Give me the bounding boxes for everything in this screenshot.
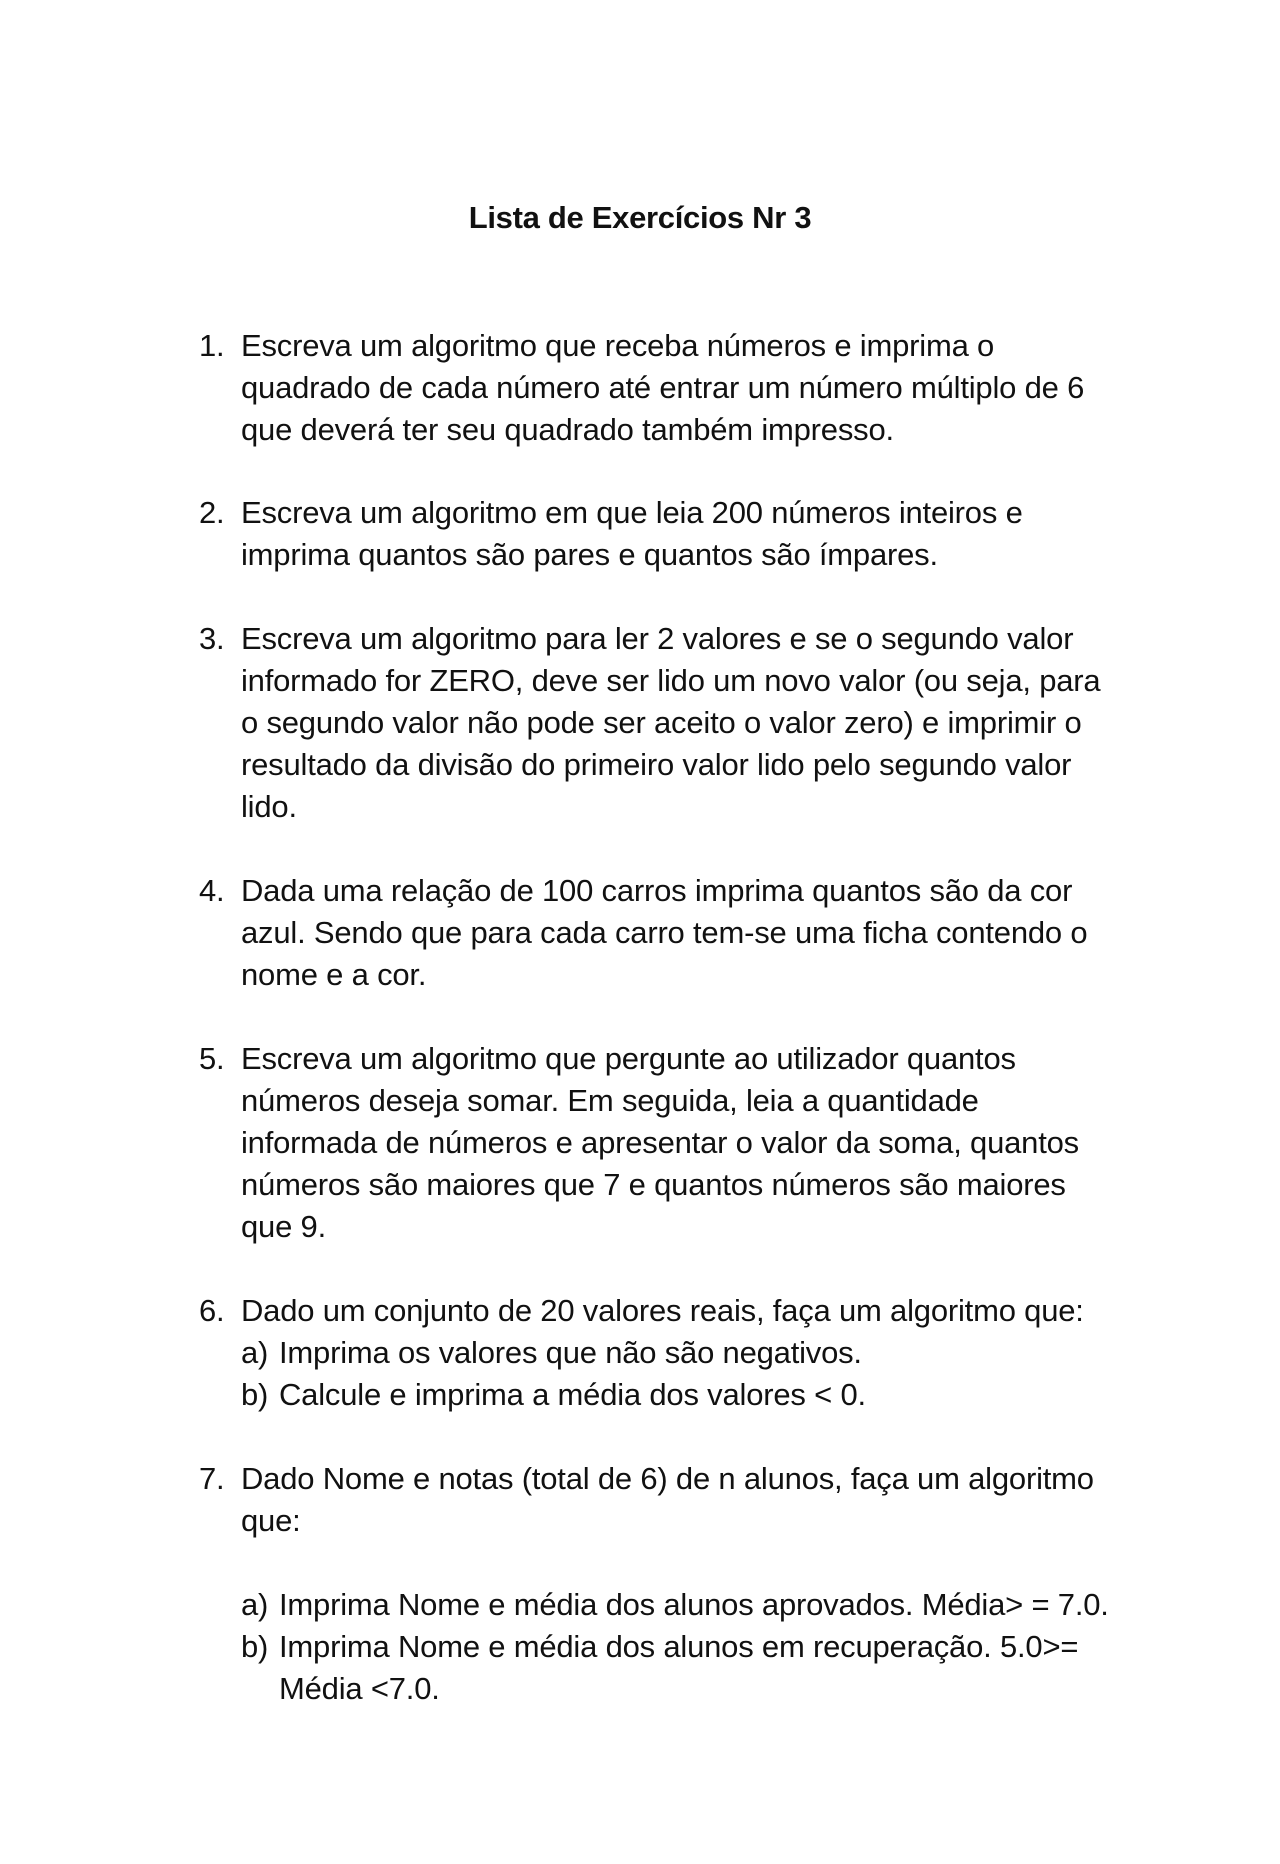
exercise-number: 1. [199,328,225,363]
sub-item-label: a) [241,1587,269,1622]
exercise-3 [199,618,1139,828]
sub-item-b [241,1626,1099,1710]
exercise-text: Dada uma relação de 100 carros imprima quantos são da cor azul. Sendo que para cada carro tem-se uma ficha contendo o nome e a cor. [241,873,1088,992]
exercise-text: Escreva um algoritmo em que leia 200 números inteiros e imprima quantos são pares e quantos são ímpares. [241,495,1023,572]
sub-item-list [241,1332,1131,1416]
sub-item-b [241,1374,1131,1416]
sub-item-text: Calcule e imprima a média dos valores < 0. [279,1377,866,1412]
sub-item-label: a) [241,1335,269,1370]
exercise-number: 2. [199,495,225,530]
exercise-text: Escreva um algoritmo que receba números e imprima o quadrado de cada número até entrar um número múltiplo de 6 que deverá ter seu quadrado também impresso. [241,328,1085,447]
exercise-number: 6. [199,1293,225,1328]
sub-item-text: Imprima Nome e média dos alunos em recuperação. 5.0>= Média <7.0. [279,1629,1079,1706]
exercise-text: Escreva um algoritmo que pergunte ao utilizador quantos números deseja somar. Em seguida, leia a quantidade informada de números e apresentar o valor da soma, quantos números são maiores que 7 e quantos números são maiores que 9. [241,1041,1079,1244]
sub-item-text: Imprima Nome e média dos alunos aprovados. Média> = 7.0. [279,1587,1109,1622]
exercise-number: 3. [199,621,225,656]
sub-item-label: b) [241,1377,269,1412]
exercise-text: Dado um conjunto de 20 valores reais, faça um algoritmo que: [241,1293,1084,1328]
exercise-number: 4. [199,873,225,908]
document-title: Lista de Exercícios Nr 3 [468,200,812,235]
sub-item-a [241,1584,1131,1626]
exercise-7 [199,1458,1139,1710]
exercise-6 [199,1290,1139,1416]
sub-item-list [241,1584,1131,1710]
exercise-2 [199,492,1139,576]
exercise-number: 7. [199,1461,225,1496]
exercise-4 [199,870,1139,996]
sub-item-label: b) [241,1629,269,1664]
exercise-text: Escreva um algoritmo para ler 2 valores e se o segundo valor informado for ZERO, deve ser lido um novo valor (ou seja, para o segundo valor não pode ser aceito o valor zero) e imprimir o resultado da divisão do primeiro valor lido pelo segundo valor lido. [241,621,1101,824]
sub-item-a [241,1332,1131,1374]
exercise-1 [199,325,1139,451]
exercise-text: Dado Nome e notas (total de 6) de n alunos, faça um algoritmo que: [241,1461,1094,1538]
exercise-number: 5. [199,1041,225,1076]
exercise-5 [199,1038,1139,1248]
sub-item-text: Imprima os valores que não são negativos. [279,1335,862,1370]
